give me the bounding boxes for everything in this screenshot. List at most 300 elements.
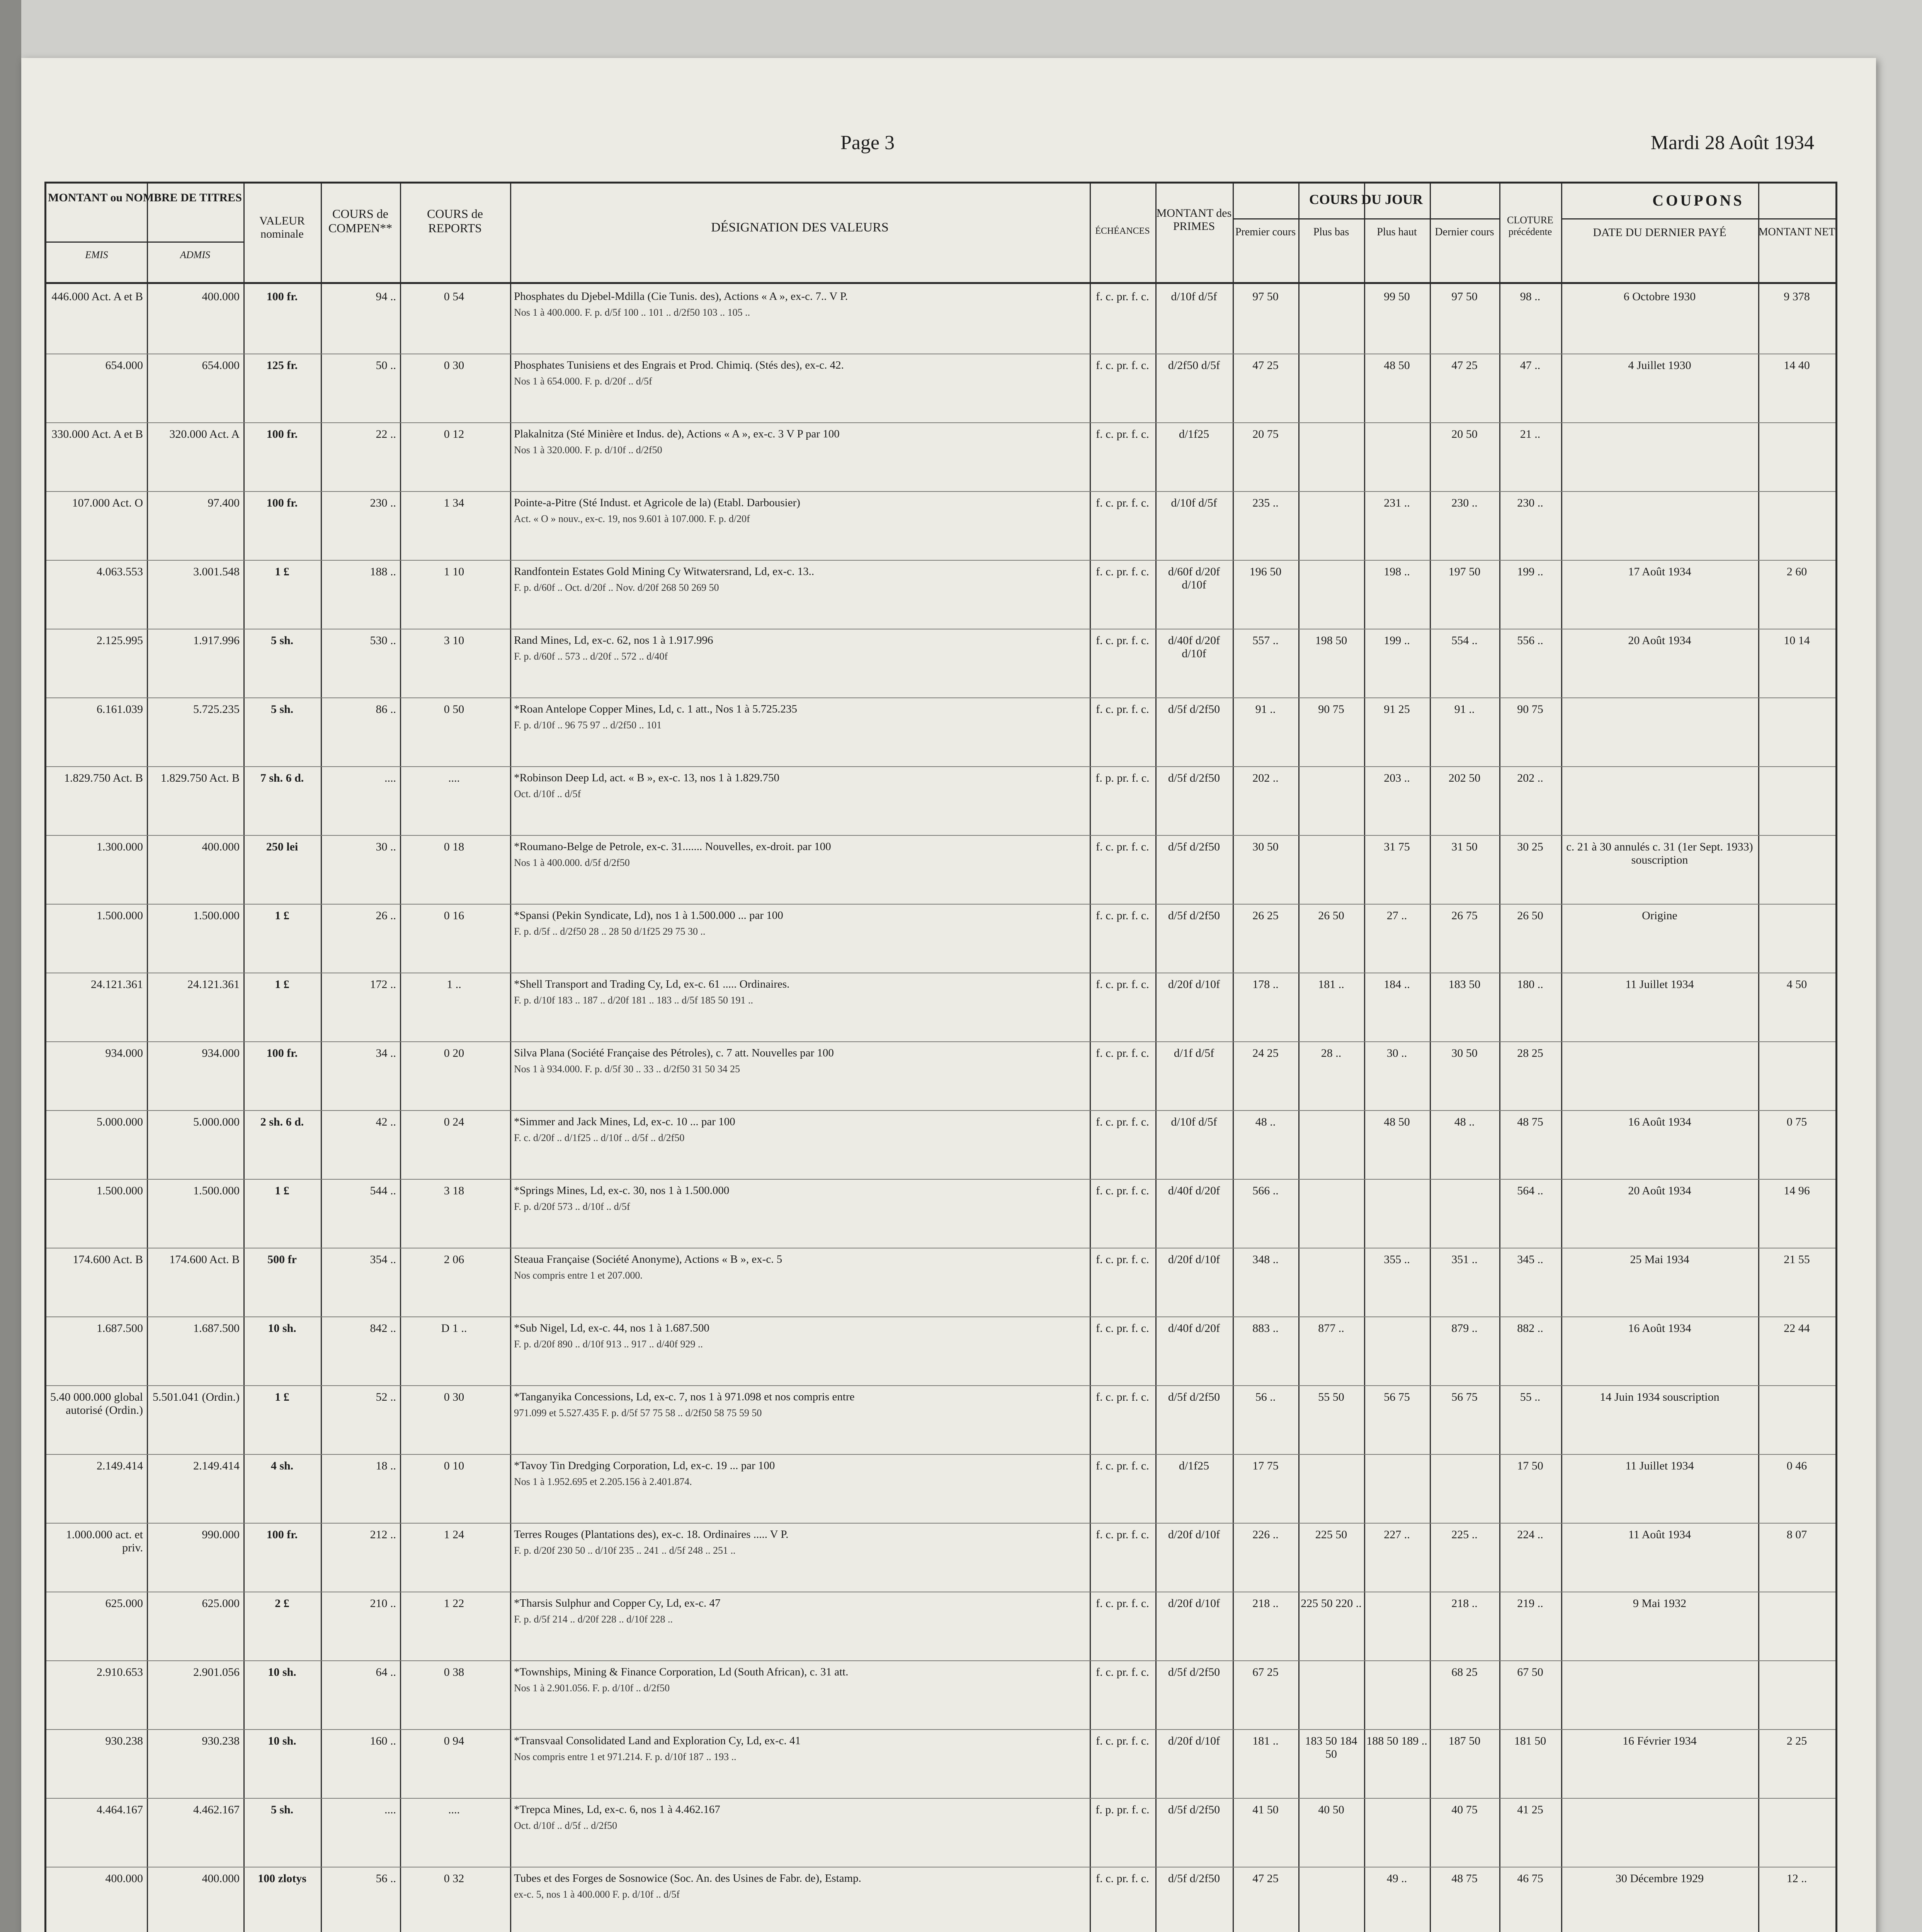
cell-ech: f. c. pr. f. c.: [1096, 1872, 1149, 1885]
cell-cdate: 9 Mai 1932: [1633, 1597, 1687, 1610]
table-row: [46, 1523, 1835, 1592]
cell-emis: 1.000.000 act. et priv.: [66, 1528, 143, 1554]
cell-cdate: 16 Février 1934: [1623, 1735, 1697, 1747]
cell-dernier: 218 ..: [1451, 1597, 1478, 1610]
cell-report: 0 54: [444, 290, 464, 303]
cell-report: 2 06: [444, 1253, 464, 1266]
security-name: Steaua Française (Société Anonyme), Actions « B », ex-c. 5: [514, 1253, 782, 1265]
cell-cnet: 9 378: [1784, 290, 1810, 303]
cell-prime: d/2f50 d/5f: [1168, 359, 1220, 372]
security-designation: [514, 565, 1086, 594]
cell-prime: d/5f d/2f50: [1168, 772, 1220, 784]
cell-cloture: 47 ..: [1520, 359, 1541, 372]
security-name: Randfontein Estates Gold Mining Cy Witwatersrand, Ld, ex-c. 13..: [514, 565, 815, 578]
table-row: [46, 629, 1835, 698]
cell-admis: 24.121.361: [187, 978, 240, 991]
cell-valeur: 2 £: [275, 1597, 289, 1610]
cell-prime: d/20f d/10f: [1168, 1253, 1220, 1266]
cell-admis: 990.000: [202, 1528, 240, 1541]
cell-valeur: 10 sh.: [268, 1666, 296, 1679]
cell-cloture: 30 25: [1517, 840, 1543, 853]
security-designation: [514, 1184, 1086, 1213]
cell-compen: 42 ..: [376, 1116, 396, 1128]
security-name: *Springs Mines, Ld, ex-c. 30, nos 1 à 1.500.000: [514, 1184, 730, 1197]
col-cours-du-jour: COURS DU JOUR: [1309, 192, 1423, 207]
cell-ech: f. c. pr. f. c.: [1096, 1322, 1149, 1335]
scan-edge: [0, 0, 21, 1932]
cell-premier: 196 50: [1249, 565, 1282, 578]
cell-emis: 6.161.039: [97, 703, 143, 716]
security-details: Nos 1 à 1.952.695 et 2.205.156 à 2.401.874.: [514, 1476, 692, 1487]
cell-ech: f. c. pr. f. c.: [1096, 909, 1149, 922]
security-details: F. p. d/20f 230 50 .. d/10f 235 .. 241 .. d/5f 248 .. 251 ..: [514, 1545, 736, 1556]
cell-haut: 184 ..: [1384, 978, 1410, 991]
cell-cnet: 14 40: [1784, 359, 1810, 372]
cell-cloture: 230 ..: [1517, 497, 1543, 509]
security-details: F. p. d/60f .. 573 .. d/20f .. 572 .. d/40f: [514, 651, 668, 662]
quotation-table: [44, 182, 1837, 1932]
cell-cnet: 10 14: [1784, 634, 1810, 647]
cell-premier: 17 75: [1252, 1459, 1279, 1472]
cell-premier: 48 ..: [1255, 1116, 1276, 1128]
cell-emis: 5.000.000: [97, 1116, 143, 1128]
cell-premier: 97 50: [1252, 290, 1279, 303]
cell-admis: 5.000.000: [193, 1116, 240, 1128]
cell-premier: 67 25: [1252, 1666, 1279, 1679]
cell-dernier: 183 50: [1448, 978, 1481, 991]
security-details: F. p. d/5f 214 .. d/20f 228 .. d/10f 228 ..: [514, 1614, 673, 1625]
security-designation: [514, 1047, 1086, 1075]
cell-bas: 225 50: [1315, 1528, 1347, 1541]
security-designation: [514, 703, 1086, 731]
cell-haut: 56 75: [1384, 1391, 1410, 1403]
cell-report: 0 50: [444, 703, 464, 716]
security-details: F. p. d/60f .. Oct. d/20f .. Nov. d/20f 268 50 269 50: [514, 582, 719, 593]
cell-dernier: 97 50: [1451, 290, 1478, 303]
cell-compen: 230 ..: [370, 497, 396, 509]
cell-admis: 1.917.996: [193, 634, 240, 647]
cell-prime: d/5f d/2f50: [1168, 1872, 1220, 1885]
cell-emis: 1.829.750 Act. B: [64, 772, 143, 784]
cell-haut: 355 ..: [1384, 1253, 1410, 1266]
col-cours-compen: COURS de COMPEN**: [328, 207, 393, 235]
cell-cloture: 181 50: [1514, 1735, 1546, 1747]
cell-report: 0 30: [444, 1391, 464, 1403]
cell-valeur: 500 fr: [267, 1253, 297, 1266]
cell-ech: f. c. pr. f. c.: [1096, 1528, 1149, 1541]
cell-cdate: 30 Décembre 1929: [1615, 1872, 1704, 1885]
cell-emis: 2.149.414: [97, 1459, 143, 1472]
security-designation: [514, 1597, 1086, 1625]
cell-prime: d/20f d/10f: [1168, 1597, 1220, 1610]
cell-premier: 24 25: [1252, 1047, 1279, 1060]
cell-premier: 883 ..: [1252, 1322, 1279, 1335]
table-row: [46, 973, 1835, 1042]
cell-valeur: 1 £: [275, 1391, 289, 1403]
cell-valeur: 5 sh.: [270, 1803, 294, 1816]
cell-emis: 1.300.000: [97, 840, 143, 853]
cell-valeur: 100 zlotys: [258, 1872, 306, 1885]
security-details: 971.099 et 5.527.435 F. p. d/5f 57 75 58 .. d/2f50 58 75 59 50: [514, 1407, 762, 1418]
cell-cdate: 16 Août 1934: [1628, 1322, 1691, 1335]
table-row: [46, 1041, 1835, 1111]
security-name: Plakalnitza (Sté Minière et Indus. de), Actions « A », ex-c. 3 V P par 100: [514, 428, 840, 440]
table-row: [46, 1454, 1835, 1524]
cell-compen: 842 ..: [370, 1322, 396, 1335]
cell-cdate: 16 Août 1934: [1628, 1116, 1691, 1128]
cell-admis: 625.000: [202, 1597, 240, 1610]
cell-haut: 198 ..: [1384, 565, 1410, 578]
security-details: F. p. d/20f 573 .. d/10f .. d/5f: [514, 1201, 630, 1212]
cell-bas: 183 50 184 50: [1305, 1735, 1357, 1760]
cell-cnet: 21 55: [1784, 1253, 1810, 1266]
security-details: Act. « O » nouv., ex-c. 19, nos 9.601 à 107.000. F. p. d/20f: [514, 513, 750, 524]
cell-cnet: 0 75: [1786, 1116, 1807, 1128]
cell-admis: 174.600 Act. B: [169, 1253, 240, 1266]
cell-cdate: 17 Août 1934: [1628, 565, 1691, 578]
cell-report: ....: [448, 1803, 460, 1816]
col-plus-bas: Plus bas: [1313, 226, 1349, 238]
cell-emis: 330.000 Act. A et B: [51, 428, 143, 440]
cell-report: 1 ..: [447, 978, 461, 991]
cell-compen: 50 ..: [376, 359, 396, 372]
cell-dernier: 554 ..: [1451, 634, 1478, 647]
security-details: F. p. d/10f 183 .. 187 .. d/20f 181 .. 183 .. d/5f 185 50 191 ..: [514, 995, 753, 1006]
cell-valeur: 4 sh.: [270, 1459, 294, 1472]
cell-emis: 446.000 Act. A et B: [51, 290, 143, 303]
cell-valeur: 100 fr.: [266, 428, 298, 440]
cell-haut: 48 50: [1384, 1116, 1410, 1128]
cell-compen: 22 ..: [376, 428, 396, 440]
cell-emis: 625.000: [105, 1597, 143, 1610]
cell-cloture: 202 ..: [1517, 772, 1543, 784]
cell-report: 0 16: [444, 909, 464, 922]
cell-bas: 181 ..: [1318, 978, 1344, 991]
cell-valeur: 10 sh.: [268, 1322, 296, 1335]
table-row: [46, 766, 1835, 836]
security-name: *Robinson Deep Ld, act. « B », ex-c. 13, nos 1 à 1.829.750: [514, 772, 780, 784]
table-row: [46, 285, 1835, 354]
cell-prime: d/5f d/2f50: [1168, 703, 1220, 716]
security-name: *Simmer and Jack Mines, Ld, ex-c. 10 ... par 100: [514, 1116, 735, 1128]
cell-compen: 18 ..: [376, 1459, 396, 1472]
cell-prime: d/10f d/5f: [1171, 1116, 1217, 1128]
security-designation: [514, 909, 1086, 937]
security-details: Nos 1 à 934.000. F. p. d/5f 30 .. 33 .. d/2f50 31 50 34 25: [514, 1063, 740, 1075]
cell-compen: 160 ..: [370, 1735, 396, 1747]
cell-cloture: 67 50: [1517, 1666, 1543, 1679]
cell-bas: 225 50 220 ..: [1301, 1597, 1362, 1610]
security-designation: [514, 1459, 1086, 1488]
cell-premier: 47 25: [1252, 359, 1279, 372]
cell-cloture: 345 ..: [1517, 1253, 1543, 1266]
cell-dernier: 351 ..: [1451, 1253, 1478, 1266]
cell-cdate: 14 Juin 1934 souscription: [1600, 1391, 1720, 1403]
subheader-rule: [1233, 218, 1499, 219]
col-premier: Premier cours: [1235, 226, 1296, 238]
col-echeances: ÉCHÉANCES: [1095, 226, 1150, 236]
cell-ech: f. c. pr. f. c.: [1096, 1047, 1149, 1060]
cell-haut: 27 ..: [1386, 909, 1407, 922]
cell-premier: 41 50: [1252, 1803, 1279, 1816]
cell-compen: 86 ..: [376, 703, 396, 716]
cell-cnet: 8 07: [1786, 1528, 1807, 1541]
col-montant-net: MONTANT NET: [1758, 226, 1835, 238]
cell-premier: 202 ..: [1252, 772, 1279, 784]
cell-valeur: 125 fr.: [266, 359, 298, 372]
table-row: [46, 835, 1835, 905]
cell-valeur: 1 £: [275, 1184, 289, 1197]
cell-admis: 400.000: [202, 840, 240, 853]
cell-cloture: 564 ..: [1517, 1184, 1543, 1197]
cell-valeur: 100 fr.: [266, 497, 298, 509]
security-designation: [514, 840, 1086, 869]
cell-prime: d/40f d/20f d/10f: [1168, 634, 1220, 660]
table-row: [46, 904, 1835, 973]
security-details: F. p. d/5f .. d/2f50 28 .. 28 50 d/1f25 29 75 30 ..: [514, 926, 706, 937]
cell-bas: 55 50: [1318, 1391, 1344, 1403]
cell-cnet: 12 ..: [1786, 1872, 1807, 1885]
security-details: Nos 1 à 400.000. d/5f d/2f50: [514, 857, 630, 868]
cell-ech: f. c. pr. f. c.: [1096, 978, 1149, 991]
cell-emis: 2.125.995: [97, 634, 143, 647]
cell-prime: d/20f d/10f: [1168, 978, 1220, 991]
cell-prime: d/20f d/10f: [1168, 1735, 1220, 1747]
security-name: Phosphates du Djebel-Mdilla (Cie Tunis. des), Actions « A », ex-c. 7.. V P.: [514, 290, 848, 303]
security-name: *Townships, Mining & Finance Corporation, Ld (South African), c. 31 att.: [514, 1666, 849, 1678]
cell-dernier: 56 75: [1451, 1391, 1478, 1403]
page-date: Mardi 28 Août 1934: [1650, 132, 1814, 154]
security-details: Oct. d/10f .. d/5f: [514, 788, 581, 799]
cell-compen: 544 ..: [370, 1184, 396, 1197]
cell-dernier: 31 50: [1451, 840, 1478, 853]
cell-premier: 30 50: [1252, 840, 1279, 853]
cell-ech: f. c. pr. f. c.: [1096, 1184, 1149, 1197]
security-designation: [514, 978, 1086, 1006]
security-details: F. p. d/20f 890 .. d/10f 913 .. 917 .. d/40f 929 ..: [514, 1338, 703, 1350]
cell-valeur: 7 sh. 6 d.: [260, 772, 304, 784]
cell-haut: 231 ..: [1384, 497, 1410, 509]
cell-emis: 934.000: [105, 1047, 143, 1060]
cell-cdate: 11 Juillet 1934: [1625, 978, 1694, 991]
cell-report: 3 10: [444, 634, 464, 647]
cell-valeur: 250 lei: [266, 840, 298, 853]
cell-dernier: 91 ..: [1454, 703, 1475, 716]
cell-admis: 5.725.235: [193, 703, 240, 716]
security-details: Nos compris entre 1 et 971.214. F. p. d/10f 187 .. 193 ..: [514, 1751, 736, 1762]
cell-haut: 31 75: [1384, 840, 1410, 853]
cell-ech: f. c. pr. f. c.: [1096, 1597, 1149, 1610]
cell-cdate: 20 Août 1934: [1628, 1184, 1691, 1197]
cell-premier: 226 ..: [1252, 1528, 1279, 1541]
cell-valeur: 100 fr.: [266, 290, 298, 303]
cell-haut: 188 50 189 ..: [1366, 1735, 1427, 1747]
cell-report: 0 94: [444, 1735, 464, 1747]
cell-dernier: 20 50: [1451, 428, 1478, 440]
cell-bas: 198 50: [1315, 634, 1347, 647]
cell-ech: f. c. pr. f. c.: [1096, 359, 1149, 372]
cell-report: 0 32: [444, 1872, 464, 1885]
cell-cloture: 21 ..: [1520, 428, 1541, 440]
cell-haut: 99 50: [1384, 290, 1410, 303]
cell-ech: f. c. pr. f. c.: [1096, 1253, 1149, 1266]
cell-prime: d/1f25: [1179, 1459, 1209, 1472]
cell-compen: 30 ..: [376, 840, 396, 853]
cell-ech: f. c. pr. f. c.: [1096, 565, 1149, 578]
cell-prime: d/20f d/10f: [1168, 1528, 1220, 1541]
cell-emis: 4.063.553: [97, 565, 143, 578]
cell-premier: 91 ..: [1255, 703, 1276, 716]
cell-admis: 400.000: [202, 290, 240, 303]
cell-admis: 654.000: [202, 359, 240, 372]
cell-cdate: Origine: [1642, 909, 1677, 922]
cell-compen: 94 ..: [376, 290, 396, 303]
cell-compen: ....: [384, 1803, 396, 1816]
cell-cdate: 11 Août 1934: [1628, 1528, 1691, 1541]
security-name: *Transvaal Consolidated Land and Exploration Cy, Ld, ex-c. 41: [514, 1735, 801, 1747]
cell-ech: f. p. pr. f. c.: [1095, 772, 1150, 784]
cell-premier: 218 ..: [1252, 1597, 1279, 1610]
cell-bas: 90 75: [1318, 703, 1344, 716]
security-details: F. p. d/10f .. 96 75 97 .. d/2f50 .. 101: [514, 719, 662, 731]
cell-cloture: 224 ..: [1517, 1528, 1543, 1541]
cell-prime: d/40f d/20f: [1168, 1184, 1220, 1197]
cell-cloture: 28 25: [1517, 1047, 1543, 1060]
cell-report: 1 24: [444, 1528, 464, 1541]
cell-ech: f. p. pr. f. c.: [1095, 1803, 1150, 1816]
cell-admis: 1.500.000: [193, 1184, 240, 1197]
col-admis: ADMIS: [180, 249, 210, 260]
table-row: [46, 1248, 1835, 1317]
cell-premier: 557 ..: [1252, 634, 1279, 647]
cell-emis: 1.500.000: [97, 1184, 143, 1197]
cell-emis: 400.000: [105, 1872, 143, 1885]
security-name: *Roan Antelope Copper Mines, Ld, c. 1 att., Nos 1 à 5.725.235: [514, 703, 797, 715]
cell-emis: 4.464.167: [97, 1803, 143, 1816]
cell-dernier: 30 50: [1451, 1047, 1478, 1060]
col-date-dernier: DATE DU DERNIER PAYÉ: [1593, 226, 1726, 239]
cell-dernier: 225 ..: [1451, 1528, 1478, 1541]
col-valeur: VALEUR nominale: [259, 214, 305, 240]
cell-emis: 24.121.361: [91, 978, 143, 991]
security-name: Terres Rouges (Plantations des), ex-c. 18. Ordinaires ..... V P.: [514, 1528, 789, 1541]
cell-prime: d/5f d/2f50: [1168, 909, 1220, 922]
security-details: Nos 1 à 654.000. F. p. d/20f .. d/5f: [514, 376, 652, 387]
cell-cloture: 199 ..: [1517, 565, 1543, 578]
security-designation: [514, 497, 1086, 525]
cell-cnet: 22 44: [1784, 1322, 1810, 1335]
cell-ech: f. c. pr. f. c.: [1096, 840, 1149, 853]
cell-cloture: 180 ..: [1517, 978, 1543, 991]
security-name: *Tanganyika Concessions, Ld, ex-c. 7, nos 1 à 971.098 et nos compris entre: [514, 1391, 855, 1403]
table-row: [46, 1729, 1835, 1799]
security-details: F. c. d/20f .. d/1f25 .. d/10f .. d/5f .. d/2f50: [514, 1132, 685, 1143]
col-plus-haut: Plus haut: [1377, 226, 1417, 238]
cell-premier: 348 ..: [1252, 1253, 1279, 1266]
cell-ech: f. c. pr. f. c.: [1096, 1735, 1149, 1747]
table-row: [46, 1385, 1835, 1455]
col-cloture: CLOTURE précédente: [1507, 214, 1553, 237]
cell-cnet: 14 96: [1784, 1184, 1810, 1197]
cell-admis: 5.501.041 (Ordin.): [153, 1391, 240, 1403]
security-designation: [514, 1872, 1086, 1900]
cell-prime: d/5f d/2f50: [1168, 840, 1220, 853]
cell-admis: 2.149.414: [193, 1459, 240, 1472]
table-row: [46, 1798, 1835, 1867]
cell-ech: f. c. pr. f. c.: [1096, 1666, 1149, 1679]
security-designation: [514, 1391, 1086, 1419]
cell-premier: 20 75: [1252, 428, 1279, 440]
table-row: [46, 354, 1835, 423]
cell-premier: 56 ..: [1255, 1391, 1276, 1403]
cell-compen: 26 ..: [376, 909, 396, 922]
cell-report: 3 18: [444, 1184, 464, 1197]
cell-haut: 203 ..: [1384, 772, 1410, 784]
cell-premier: 181 ..: [1252, 1735, 1279, 1747]
cell-report: 0 18: [444, 840, 464, 853]
cell-premier: 235 ..: [1252, 497, 1279, 509]
table-row: [46, 560, 1835, 629]
cell-cloture: 219 ..: [1517, 1597, 1543, 1610]
cell-report: 0 12: [444, 428, 464, 440]
table-row: [46, 1179, 1835, 1248]
cell-prime: d/5f d/2f50: [1168, 1803, 1220, 1816]
cell-haut: 91 25: [1384, 703, 1410, 716]
security-designation: [514, 1528, 1086, 1556]
cell-cdate: c. 21 à 30 annulés c. 31 (1er Sept. 1933) souscription: [1566, 840, 1753, 866]
cell-admis: 1.829.750 Act. B: [160, 772, 240, 784]
cell-cloture: 556 ..: [1517, 634, 1543, 647]
cell-report: 0 20: [444, 1047, 464, 1060]
cell-cnet: 2 25: [1786, 1735, 1807, 1747]
col-coupons: COUPONS: [1652, 192, 1744, 209]
cell-ech: f. c. pr. f. c.: [1096, 634, 1149, 647]
cell-compen: 172 ..: [370, 978, 396, 991]
cell-compen: 188 ..: [370, 565, 396, 578]
cell-cnet: 2 60: [1786, 565, 1807, 578]
cell-premier: 26 25: [1252, 909, 1279, 922]
cell-valeur: 1 £: [275, 909, 289, 922]
cell-haut: 227 ..: [1384, 1528, 1410, 1541]
security-designation: [514, 290, 1086, 318]
cell-admis: 930.238: [202, 1735, 240, 1747]
cell-report: 0 10: [444, 1459, 464, 1472]
table-row: [46, 1867, 1835, 1932]
cell-ech: f. c. pr. f. c.: [1096, 1459, 1149, 1472]
cell-dernier: 197 50: [1448, 565, 1481, 578]
cell-dernier: 187 50: [1448, 1735, 1481, 1747]
security-details: Nos 1 à 2.901.056. F. p. d/10f .. d/2f50: [514, 1682, 670, 1694]
cell-admis: 2.901.056: [193, 1666, 240, 1679]
cell-cdate: 4 Juillet 1930: [1628, 359, 1691, 372]
page-number: Page 3: [840, 132, 895, 154]
cell-cloture: 41 25: [1517, 1803, 1543, 1816]
cell-report: 1 22: [444, 1597, 464, 1610]
cell-compen: 64 ..: [376, 1666, 396, 1679]
security-name: Phosphates Tunisiens et des Engrais et Prod. Chimiq. (Stés des), ex-c. 42.: [514, 359, 844, 371]
cell-emis: 1.500.000: [97, 909, 143, 922]
security-name: Silva Plana (Société Française des Pétroles), c. 7 att. Nouvelles par 100: [514, 1047, 834, 1059]
cell-prime: d/5f d/2f50: [1168, 1666, 1220, 1679]
cell-admis: 400.000: [202, 1872, 240, 1885]
cell-haut: 30 ..: [1386, 1047, 1407, 1060]
cell-prime: d/60f d/20f d/10f: [1168, 565, 1220, 591]
cell-cloture: 26 50: [1517, 909, 1543, 922]
security-name: *Tharsis Sulphur and Copper Cy, Ld, ex-c. 47: [514, 1597, 721, 1609]
security-designation: [514, 1735, 1086, 1763]
header-rule: [46, 282, 1835, 284]
cell-cloture: 48 75: [1517, 1116, 1543, 1128]
